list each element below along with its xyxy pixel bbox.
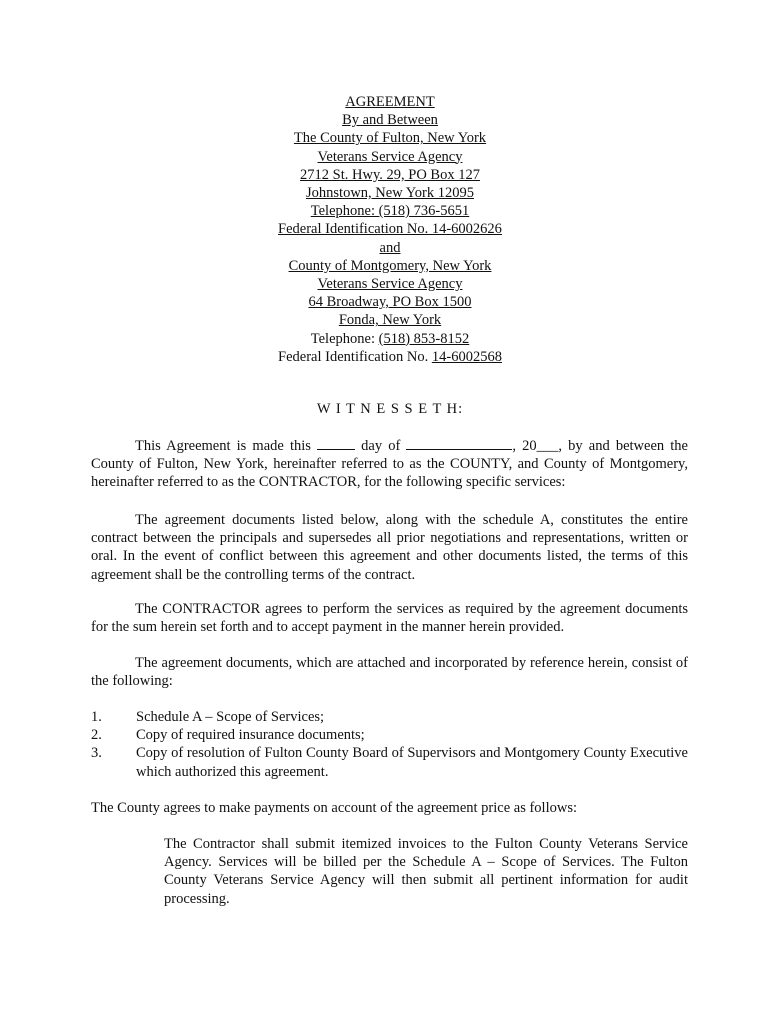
list-item — [91, 708, 688, 726]
and-separator: and — [379, 239, 401, 256]
paragraph-invoices: The Contractor shall submit itemized invoices to the Fulton County Veterans Service Agency. Services will be billed per the Schedule A – Scope of Services. The Fulton County Veterans Service Agency will then submit all pertinent information for audit processing. — [164, 836, 688, 907]
party2-name: County of Montgomery, New York — [288, 257, 492, 274]
list-number: 2. — [91, 727, 102, 744]
paragraph-parties — [91, 437, 688, 492]
party1-fein: Federal Identification No. 14-6002626 — [278, 221, 502, 238]
witnesseth-heading: W I T N E S S E T H: — [316, 401, 464, 417]
by-and-between: By and Between — [342, 112, 438, 129]
paragraph-agreement-documents: The agreement documents, which are attached and incorporated by reference herein, consist of the following: — [91, 655, 688, 690]
para1-text-c: , 20___, by and between the County of Fulton, New York, hereinafter referred to as the COUNTY, and County of Montgomery, hereinafter referred to as the CONTRACTOR, for the following specific services: — [91, 438, 688, 491]
party1-name: The County of Fulton, New York — [293, 130, 487, 147]
day-blank — [317, 437, 355, 450]
party2-agency: Veterans Service Agency — [317, 276, 463, 293]
paragraph-contractor-agrees: The CONTRACTOR agrees to perform the services as required by the agreement documents for the sum herein set forth and to accept payment in the manner herein provided. — [91, 601, 688, 636]
documents-list — [91, 708, 688, 781]
list-item — [91, 744, 688, 780]
list-text: Schedule A – Scope of Services; — [136, 709, 325, 725]
party2-fein-label: Federal Identification No. — [278, 348, 432, 365]
list-number: 3. — [91, 745, 102, 762]
party2-fein-line — [0, 348, 770, 366]
party2-phone-line — [0, 330, 770, 348]
party1-agency: Veterans Service Agency — [317, 148, 463, 165]
party2-address-line2: Fonda, New York — [338, 312, 442, 329]
party2-address-line1: 64 Broadway, PO Box 1500 — [308, 294, 472, 311]
list-text: Copy of resolution of Fulton County Board of Supervisors and Montgomery County Executive which authorized this agreement. — [136, 745, 688, 780]
paragraph-entire-contract: The agreement documents listed below, along with the schedule A, constitutes the entire contract between the principals and supersedes all prior negotiations and representations, written or oral. In the event of conflict between this agreement and other documents listed, the terms of this agreement shall be the controlling terms of the contract. — [91, 512, 688, 583]
list-item — [91, 726, 688, 744]
paragraph-payments: The County agrees to make payments on account of the agreement price as follows: — [91, 800, 577, 816]
month-blank — [406, 437, 512, 450]
list-number: 1. — [91, 709, 102, 725]
party2-phone-label: Telephone: — [310, 330, 379, 347]
party2-phone: (518) 853-8152 — [378, 330, 470, 347]
party1-phone: Telephone: (518) 736-5651 — [310, 203, 470, 220]
list-text: Copy of required insurance documents; — [136, 727, 365, 744]
party2-fein: 14-6002568 — [431, 348, 502, 365]
para1-text-b: day of — [355, 438, 407, 454]
party1-address-line2: Johnstown, New York 12095 — [306, 185, 474, 202]
agreement-title: AGREEMENT — [345, 94, 435, 110]
party1-address-line1: 2712 St. Hwy. 29, PO Box 127 — [300, 166, 480, 183]
para1-text-a: This Agreement is made this — [135, 438, 318, 454]
agreement-header — [0, 93, 770, 366]
